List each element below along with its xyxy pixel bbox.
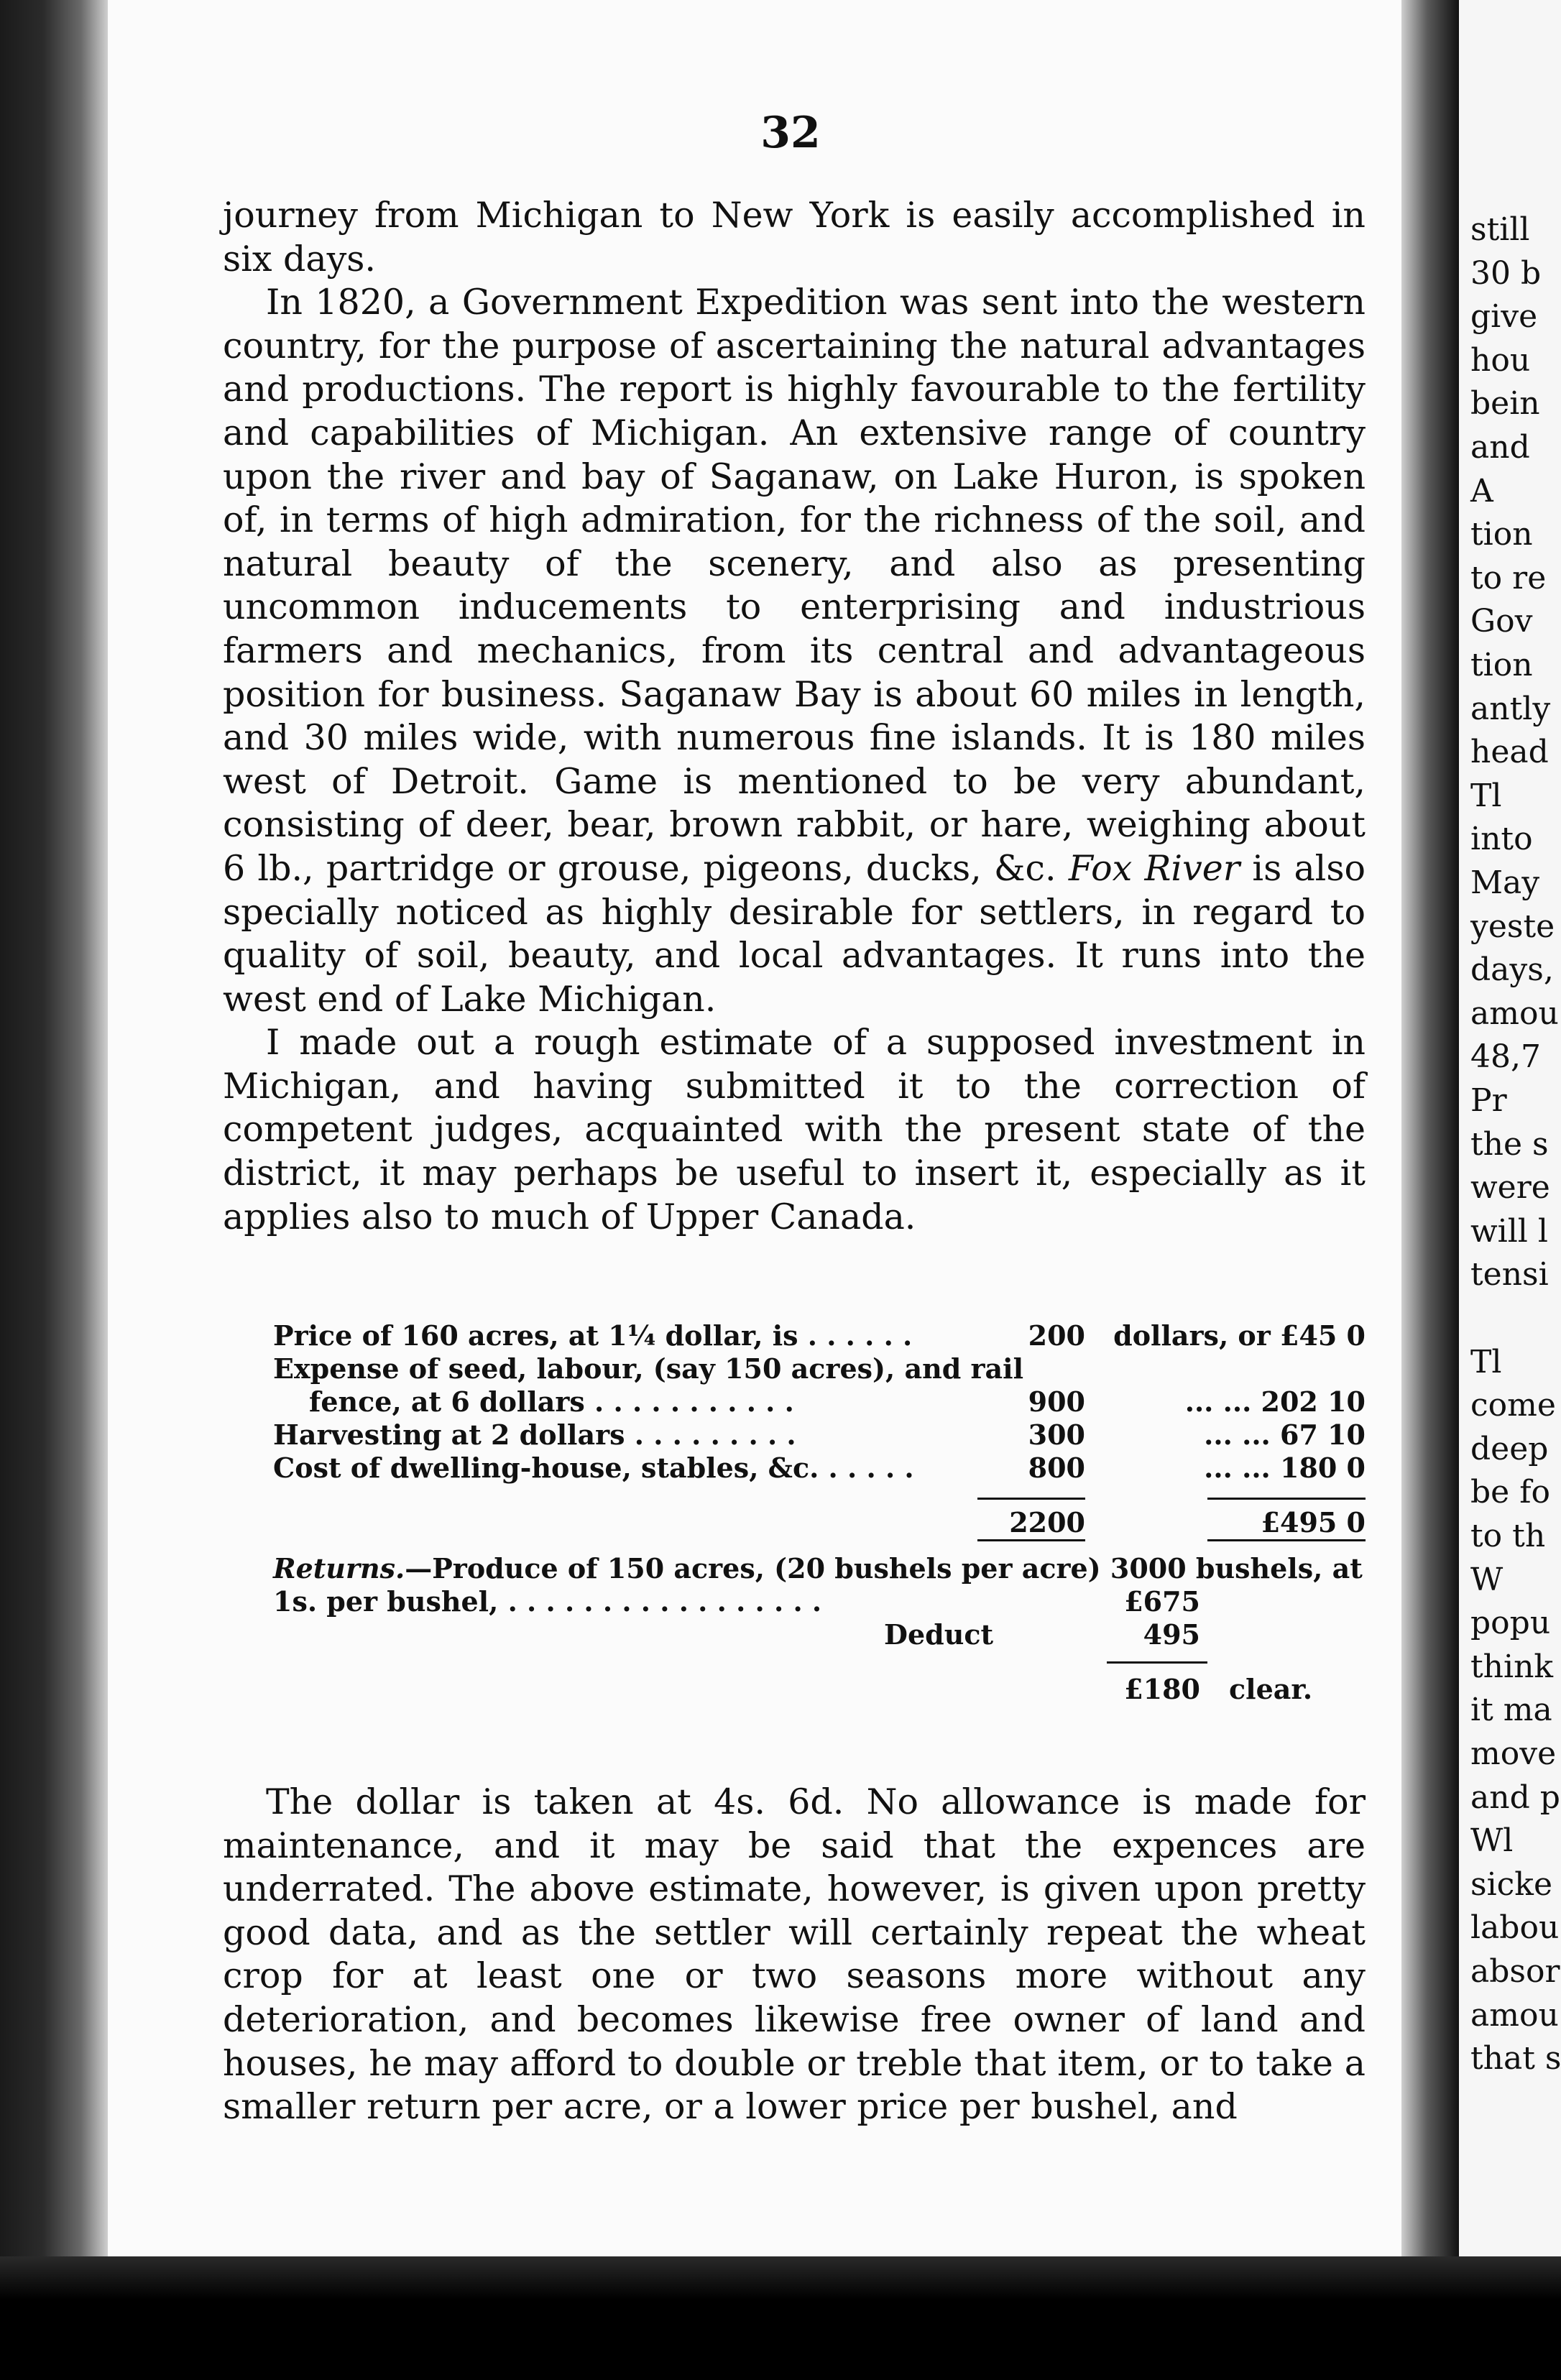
facing-page-line: days, xyxy=(1470,951,1554,989)
facing-page-line: it ma xyxy=(1470,1692,1552,1729)
facing-page-line: 48,7 xyxy=(1470,1038,1541,1076)
net-label: clear. xyxy=(1229,1673,1313,1705)
facing-page-line: W xyxy=(1470,1561,1504,1598)
facing-page-line: amou xyxy=(1470,995,1559,1032)
facing-page-line: Tl xyxy=(1470,777,1502,814)
total-pounds: £495 0 xyxy=(1261,1506,1366,1539)
facing-page-line: move xyxy=(1470,1735,1557,1772)
returns-per-bushel: 1s. per bushel, . . . . . . . . . . . . . . . . . xyxy=(273,1585,822,1618)
dollars-rule xyxy=(977,1498,1085,1500)
returns-line-1 xyxy=(273,1552,1366,1585)
estimate-pounds: ... ... 180 0 xyxy=(1204,1452,1366,1484)
facing-page-line: Tl xyxy=(1470,1343,1502,1380)
facing-page-line: absor xyxy=(1470,1953,1560,1990)
estimate-label: Cost of dwelling-house, stables, &c. . . . . . xyxy=(273,1452,914,1484)
facing-page-line: give xyxy=(1470,298,1538,336)
paragraph-expedition-text: In 1820, a Government Expedition was sent into the western country, for the purpose of ascertaining the natural advantages and productions. The report is highly favourable to the fertility and capabilities of Michigan. An extensive range of country upon the river and bay of Saganaw, on Lake Huron, is spoken of, in terms of high admiration, for the richness of the soil, and natural beauty of the scenery, and also as presenting uncommon inducements to enterprising and industrious farmers and mechanics, from its central and advantageous position for business. Saganaw Bay is about 60 miles in length, and 30 miles wide, with numerous fine islands. It is 180 miles west of Detroit. Game is mentioned to be very abundant, consisting of deer, bear, brown rabbit, or hare, weighing about 6 lb., partridge or grouse, pigeons, ducks, &c. xyxy=(223,282,1366,889)
facing-page-line: the s xyxy=(1470,1125,1549,1163)
total-dollars: 2200 xyxy=(1009,1506,1085,1539)
estimate-label: Price of 160 acres, at 1¼ dollar, is . . . . . . xyxy=(273,1319,913,1352)
facing-page-line: be fo xyxy=(1470,1474,1550,1511)
returns-line-1-text xyxy=(273,1552,1363,1585)
facing-page-line: amou xyxy=(1470,1996,1559,2034)
net-rule xyxy=(273,1651,1366,1673)
estimate-pounds: ... ... 67 10 xyxy=(1204,1419,1366,1451)
facing-page-line: to th xyxy=(1470,1518,1546,1554)
facing-page-line: to re xyxy=(1470,559,1547,596)
paragraph-dollar-note: The dollar is taken at 4s. 6d. No allowance is made for maintenance, and it may be said that the expences are underrated. The above estimate, however, is given upon pretty good data, and as the settler will certainly repeat the wheat crop for at least one or two seasons more without any deterioration, and becomes likewise free owner of land and houses, he may afford to double or treble that item, or to take a smaller return per acre, or a lower price per bushel, and xyxy=(223,1781,1366,2128)
returns-net-row xyxy=(273,1673,1366,1706)
body-text xyxy=(223,194,1366,1239)
estimate-dollars: 800 xyxy=(1028,1452,1085,1484)
dollars-underline xyxy=(977,1539,1085,1541)
returns-produce: —Produce of 150 acres, (20 bushels per acre) 3000 bushels, at xyxy=(405,1552,1363,1585)
fox-river-italic: Fox River xyxy=(1068,847,1240,889)
investment-estimate-table xyxy=(273,1319,1366,1561)
facing-page-line: come xyxy=(1470,1387,1556,1424)
facing-page-line: Gov xyxy=(1470,603,1533,640)
estimate-label: Harvesting at 2 dollars . . . . . . . . . xyxy=(273,1419,796,1451)
closing-paragraph xyxy=(223,1781,1366,2129)
book-bottom-edge xyxy=(0,2256,1561,2380)
estimate-label: Expense of seed, labour, (say 150 acres), and rail xyxy=(273,1352,1024,1385)
facing-page-line: head xyxy=(1470,734,1549,771)
facing-page-line: were xyxy=(1470,1169,1550,1207)
estimate-dollars: 900 xyxy=(1028,1385,1085,1418)
total-rule xyxy=(273,1485,1366,1506)
facing-page-line: tensi xyxy=(1470,1256,1549,1293)
facing-page-line: think xyxy=(1470,1648,1554,1685)
returns-deduct-row xyxy=(273,1618,1366,1651)
facing-page-line: hou xyxy=(1470,341,1531,379)
facing-page-line: deep xyxy=(1470,1430,1549,1467)
facing-page-line: 30 b xyxy=(1470,254,1542,292)
paragraph-estimate-intro: I made out a rough estimate of a supposed investment in Michigan, and having submitted it to the correction of competent judges, acquainted with the present state of the district, it may perhaps be useful to insert it, especially as it applies also to much of Upper Canada. xyxy=(223,1022,1366,1237)
facing-page-line: bein xyxy=(1470,385,1540,423)
estimate-row xyxy=(273,1352,1366,1385)
returns-calculation xyxy=(273,1552,1366,1706)
deduct-label: Deduct xyxy=(884,1618,994,1651)
paragraph-fox-river-text: is also specially noticed as highly desirable for settlers, in regard to quality of soil, beauty, and local advantages. It runs into the west end of Lake Michigan. xyxy=(223,847,1366,1020)
estimate-total-row xyxy=(273,1506,1366,1539)
facing-page-line: tion xyxy=(1470,516,1533,553)
net-rule-line xyxy=(1107,1661,1207,1664)
facing-page-line: that s xyxy=(1470,2040,1561,2077)
pounds-underline xyxy=(1207,1539,1366,1541)
facing-page-line: antly xyxy=(1470,690,1551,727)
facing-page-line: popu xyxy=(1470,1605,1551,1642)
estimate-pounds: dollars, or £45 0 xyxy=(1113,1319,1366,1352)
returns-label: Returns. xyxy=(273,1552,405,1585)
facing-page-line: tion xyxy=(1470,647,1533,683)
facing-page-line: and p xyxy=(1470,1779,1560,1816)
facing-page-line: and xyxy=(1470,429,1530,466)
book-gutter xyxy=(1401,0,1459,2256)
estimate-row xyxy=(273,1452,1366,1485)
book-left-edge xyxy=(0,0,108,2380)
facing-page-line: labou xyxy=(1470,1909,1560,1947)
net-amount: £180 xyxy=(1124,1673,1200,1705)
paragraph-continuation: journey from Michigan to New York is easily accomplished in six days. xyxy=(223,195,1366,280)
returns-gross: £675 xyxy=(1124,1585,1200,1618)
returns-line-2 xyxy=(273,1585,1366,1618)
estimate-pounds: ... ... 202 10 xyxy=(1184,1385,1366,1418)
facing-page-line: May xyxy=(1470,864,1540,901)
estimate-dollars: 200 xyxy=(1028,1319,1085,1352)
estimate-row xyxy=(273,1385,1366,1419)
page-number: 32 xyxy=(760,108,821,158)
facing-page-line: into xyxy=(1470,821,1533,858)
facing-page-line: sicke xyxy=(1470,1865,1552,1903)
paragraph-expedition xyxy=(223,281,1366,1021)
estimate-label: fence, at 6 dollars . . . . . . . . . . . xyxy=(309,1385,794,1418)
facing-page-line: Pr xyxy=(1470,1082,1507,1119)
facing-page-line: Wl xyxy=(1470,1822,1514,1860)
facing-page-line: still xyxy=(1470,211,1530,248)
facing-page-line: yeste xyxy=(1470,908,1555,945)
facing-page-line: A xyxy=(1470,472,1493,509)
pounds-rule xyxy=(1207,1498,1366,1500)
deduct-amount: 495 xyxy=(1143,1618,1200,1651)
estimate-row xyxy=(273,1319,1366,1352)
estimate-dollars: 300 xyxy=(1028,1419,1085,1451)
facing-page-line: will l xyxy=(1470,1212,1548,1250)
estimate-row xyxy=(273,1419,1366,1452)
